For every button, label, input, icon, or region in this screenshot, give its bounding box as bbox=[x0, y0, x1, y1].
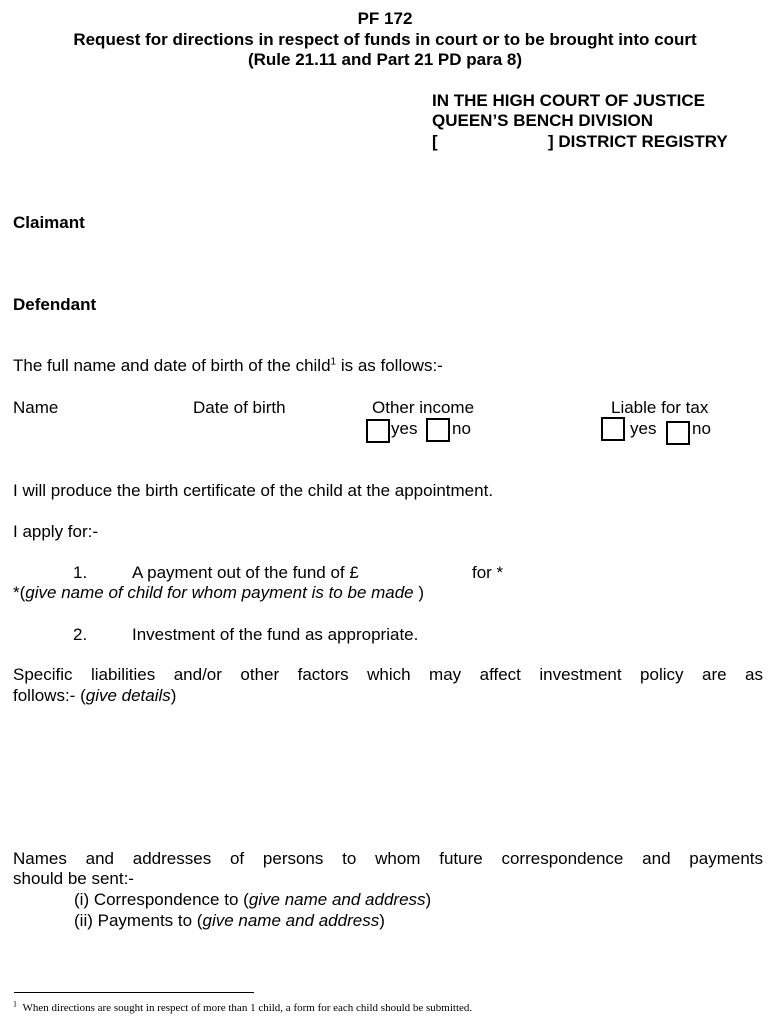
child-intro-text: The full name and date of birth of the child bbox=[13, 356, 331, 375]
liable-tax-yes-label: yes bbox=[630, 419, 657, 438]
liabilities-line1: Specific liabilities and/or other factors which may affect investment policy are as bbox=[13, 665, 763, 684]
item-ii-italic: give name and address bbox=[202, 911, 380, 930]
defendant-label: Defendant bbox=[13, 295, 97, 314]
item-i-prefix: (i) Correspondence to ( bbox=[74, 890, 249, 909]
correspondence-line2: should be sent:- bbox=[13, 869, 134, 888]
other-income-no-label: no bbox=[452, 419, 471, 438]
item1-for: for * bbox=[472, 563, 504, 582]
liabilities-suffix: ) bbox=[170, 686, 177, 705]
liabilities-line2 bbox=[13, 687, 176, 704]
rule-reference: (Rule 21.11 and Part 21 PD para 8) bbox=[247, 50, 522, 69]
item1-note bbox=[13, 584, 424, 601]
form-code: PF 172 bbox=[357, 9, 413, 28]
dob-label: Date of birth bbox=[193, 398, 286, 417]
item-i-suffix: ) bbox=[425, 890, 432, 909]
form-title: Request for directions in respect of funds in court or to be brought into court bbox=[73, 30, 697, 49]
apply-label: I apply for:- bbox=[13, 522, 99, 541]
footnote-text: When directions are sought in respect of more than 1 child, a form for each child should be submitted. bbox=[22, 1002, 473, 1014]
item2-text: Investment of the fund as appropriate. bbox=[132, 625, 419, 644]
birth-certificate-statement: I will produce the birth certificate of the child at the appointment. bbox=[13, 481, 494, 500]
court-division: QUEEN’S BENCH DIVISION bbox=[432, 111, 654, 130]
footnote-ref: 1 bbox=[330, 356, 337, 368]
liabilities-prefix: follows:- ( bbox=[13, 686, 86, 705]
court-name: IN THE HIGH COURT OF JUSTICE bbox=[432, 91, 705, 110]
item2-number: 2. bbox=[73, 625, 88, 644]
other-income-no-checkbox[interactable] bbox=[426, 418, 450, 442]
footnote bbox=[13, 999, 473, 1014]
liable-tax-no-checkbox[interactable] bbox=[666, 421, 690, 445]
correspondence-item-i bbox=[74, 891, 431, 908]
item1-note-prefix: *( bbox=[13, 583, 26, 602]
footnote-divider bbox=[14, 992, 254, 993]
item1-number: 1. bbox=[73, 563, 88, 582]
footnote-number: 1 bbox=[13, 999, 17, 1009]
liable-tax-no-label: no bbox=[692, 419, 711, 438]
child-intro bbox=[13, 357, 443, 374]
district-registry: ] DISTRICT REGISTRY bbox=[548, 132, 728, 151]
name-label: Name bbox=[13, 398, 59, 417]
item-i-italic: give name and address bbox=[248, 890, 426, 909]
other-income-label: Other income bbox=[372, 398, 475, 417]
other-income-yes-checkbox[interactable] bbox=[366, 419, 390, 443]
liable-tax-label: Liable for tax bbox=[611, 398, 709, 417]
other-income-yes-label: yes bbox=[391, 419, 418, 438]
correspondence-item-ii bbox=[74, 912, 385, 929]
child-intro-suffix: is as follows:- bbox=[336, 356, 443, 375]
registry-open-bracket: [ bbox=[432, 132, 438, 151]
liable-tax-yes-checkbox[interactable] bbox=[601, 417, 625, 441]
item-ii-prefix: (ii) Payments to ( bbox=[74, 911, 203, 930]
claimant-label: Claimant bbox=[13, 213, 85, 232]
correspondence-line1: Names and addresses of persons to whom future correspondence and payments bbox=[13, 849, 763, 868]
item-ii-suffix: ) bbox=[379, 911, 385, 930]
item1-note-italic: give name of child for whom payment is to be made bbox=[25, 583, 414, 602]
item1-text: A payment out of the fund of £ bbox=[132, 563, 359, 582]
liabilities-italic: give details bbox=[85, 686, 171, 705]
item1-note-suffix: ) bbox=[413, 583, 425, 602]
